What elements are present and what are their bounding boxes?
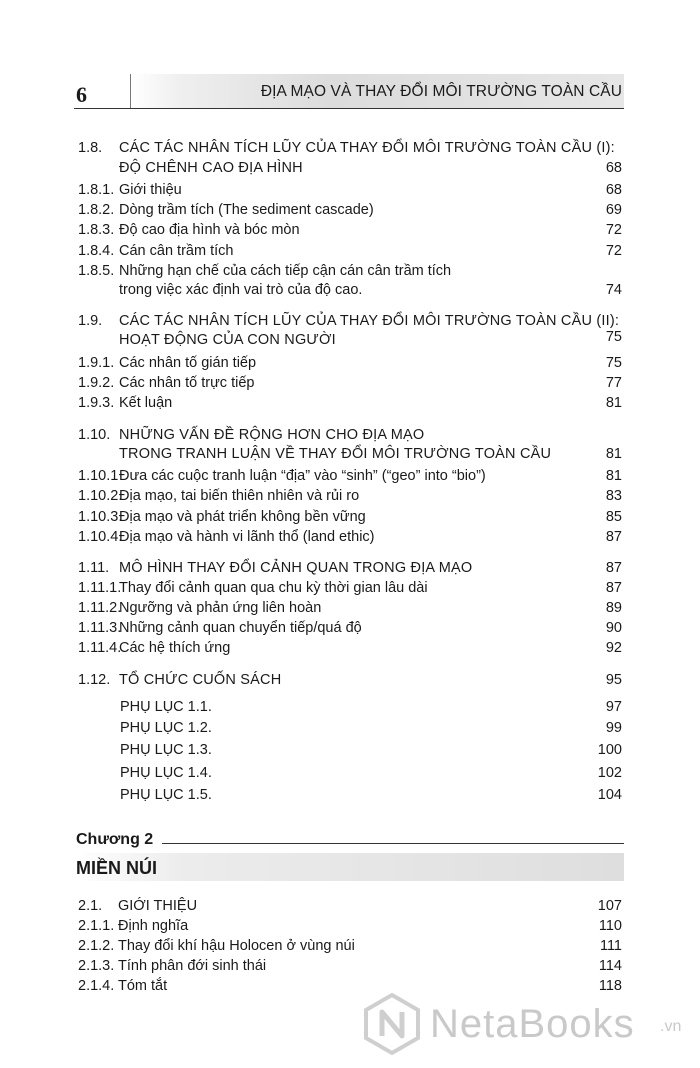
toc-number: 1.9. xyxy=(78,313,103,329)
watermark-brand: NetaBooks xyxy=(430,1002,635,1046)
toc-number: 1.10.2. xyxy=(78,488,123,504)
toc-page: 68 xyxy=(605,160,622,176)
toc-title: Địa mạo và phát triển không bền vững xyxy=(119,509,366,525)
toc-page: 81 xyxy=(605,395,622,411)
toc-page: 77 xyxy=(605,375,622,391)
toc-entry xyxy=(0,180,700,200)
toc-number: 2.1.3. xyxy=(78,958,115,974)
toc-title: Các nhân tố gián tiếp xyxy=(119,355,257,371)
toc-title: Thay đổi khí hậu Holocen ở vùng núi xyxy=(118,938,355,954)
toc-page: 87 xyxy=(605,529,622,545)
toc-title: Những cảnh quan chuyển tiếp/quá độ xyxy=(119,620,362,636)
page-number: 6 xyxy=(76,82,87,107)
toc-entry xyxy=(0,936,700,956)
toc-page: 90 xyxy=(605,620,622,636)
toc-title: Các hệ thích ứng xyxy=(119,640,231,656)
toc-title: Các nhân tố trực tiếp xyxy=(119,375,255,391)
toc-page: 81 xyxy=(605,468,622,484)
toc-page: 89 xyxy=(605,600,622,616)
running-title: ĐỊA MẠO VÀ THAY ĐỔI MÔI TRƯỜNG TOÀN CẦU xyxy=(260,83,622,100)
toc-page: 87 xyxy=(605,580,622,596)
chapter-label: Chương 2 xyxy=(76,831,159,849)
toc-page: 75 xyxy=(605,329,622,345)
toc-entry-appendix xyxy=(0,740,700,760)
toc-title: PHỤ LỤC 1.4. xyxy=(120,765,212,781)
toc-title: PHỤ LỤC 1.1. xyxy=(120,699,212,715)
toc-entry xyxy=(0,638,700,658)
toc-number: 1.9.3. xyxy=(78,395,115,411)
toc-title: Định nghĩa xyxy=(118,918,189,934)
toc-number: 1.12. xyxy=(78,672,111,688)
toc-entry xyxy=(0,158,700,178)
toc-title: PHỤ LỤC 1.5. xyxy=(120,787,212,803)
toc-entry-appendix xyxy=(0,697,700,717)
toc-page: 83 xyxy=(605,488,622,504)
toc-entry xyxy=(0,916,700,936)
toc-page: 100 xyxy=(597,742,622,758)
running-header xyxy=(74,74,624,110)
toc-entry xyxy=(0,200,700,220)
toc-page: 87 xyxy=(605,560,622,576)
toc-number: 1.8.3. xyxy=(78,222,115,238)
toc-page: 114 xyxy=(598,958,622,974)
toc-title: TỔ CHỨC CUỐN SÁCH xyxy=(119,672,282,688)
toc-title: Kết luận xyxy=(119,395,173,411)
toc-page: 99 xyxy=(605,720,622,736)
toc-number: 1.10.4. xyxy=(78,529,123,545)
toc-entry-appendix xyxy=(0,718,700,738)
toc-page: 75 xyxy=(605,355,622,371)
toc-entry xyxy=(0,486,700,506)
toc-entry xyxy=(0,507,700,527)
toc-number: 2.1.1. xyxy=(78,918,115,934)
chapter-rule xyxy=(162,843,624,844)
toc-entry xyxy=(0,956,700,976)
toc-entry xyxy=(0,558,700,578)
chapter-heading xyxy=(74,831,624,879)
watermark-suffix: .vn xyxy=(660,1018,682,1035)
toc-number: 1.8.5. xyxy=(78,263,115,279)
toc-title: CÁC TÁC NHÂN TÍCH LŨY CỦA THAY ĐỔI MÔI TRƯỜNG TOÀN CẦU (II): xyxy=(119,313,620,329)
toc-page: 102 xyxy=(597,765,622,781)
toc-title: Địa mạo và hành vi lãnh thổ (land ethic) xyxy=(119,529,375,545)
toc-title: Tính phân đới sinh thái xyxy=(118,958,267,974)
toc-page: 95 xyxy=(605,672,622,688)
toc-title: Địa mạo, tai biến thiên nhiên và rủi ro xyxy=(119,488,360,504)
toc-number: 1.10.1 xyxy=(78,468,119,484)
toc-title: Cán cân trầm tích xyxy=(119,243,234,259)
toc-entry xyxy=(0,896,700,916)
toc-entry xyxy=(0,466,700,486)
toc-entry xyxy=(0,393,700,413)
toc-page: 104 xyxy=(597,787,622,803)
toc-page: 72 xyxy=(605,222,622,238)
toc-entry xyxy=(0,425,700,445)
toc-title: NHỮNG VẤN ĐỀ RỘNG HƠN CHO ĐỊA MẠO xyxy=(119,427,425,443)
toc-entry xyxy=(0,578,700,598)
toc-entry xyxy=(0,670,700,690)
toc-entry-appendix xyxy=(0,785,700,805)
toc-entry xyxy=(0,598,700,618)
toc-page: 107 xyxy=(597,898,622,914)
toc-entry xyxy=(0,261,700,281)
toc-number: 1.10.3. xyxy=(78,509,123,525)
toc-number: 1.8.2. xyxy=(78,202,115,218)
toc-page: 68 xyxy=(605,182,622,198)
toc-number: 1.11. xyxy=(78,560,110,576)
toc-entry xyxy=(0,138,700,158)
toc-page: 111 xyxy=(599,938,622,954)
toc-entry-appendix xyxy=(0,763,700,783)
toc-title: GIỚI THIỆU xyxy=(118,898,198,914)
toc-number: 1.9.2. xyxy=(78,375,115,391)
toc-number: 1.11.3. xyxy=(78,620,122,636)
toc-title: Dòng trầm tích (The sediment cascade) xyxy=(119,202,374,218)
toc-number: 1.8.4. xyxy=(78,243,115,259)
toc-number: 2.1.4. xyxy=(78,978,115,994)
toc-number: 1.8. xyxy=(78,140,103,156)
toc-title: Tóm tắt xyxy=(118,978,168,994)
header-rule xyxy=(74,108,624,109)
toc-number: 2.1.2. xyxy=(78,938,115,954)
netabooks-logo-icon xyxy=(360,992,424,1056)
toc-entry xyxy=(0,220,700,240)
toc-number: 1.9.1. xyxy=(78,355,115,371)
toc-number: 1.11.2. xyxy=(78,600,122,616)
toc-title: TRONG TRANH LUẬN VỀ THAY ĐỔI MÔI TRƯỜNG TOÀN CẦU xyxy=(119,446,552,462)
toc-entry xyxy=(0,353,700,373)
toc-title: HOẠT ĐỘNG CỦA CON NGƯỜI xyxy=(119,332,336,348)
toc-entry xyxy=(0,330,700,350)
toc-title: trong việc xác định vai trò của độ cao. xyxy=(119,282,363,298)
toc-page: 110 xyxy=(598,918,622,934)
toc-title: MÔ HÌNH THAY ĐỔI CẢNH QUAN TRONG ĐỊA MẠO xyxy=(119,560,473,576)
watermark xyxy=(360,992,690,1056)
chapter-title: MIỀN NÚI xyxy=(76,858,157,878)
toc-title: Giới thiệu xyxy=(119,182,182,198)
toc-page: 81 xyxy=(605,446,622,462)
toc-entry xyxy=(0,241,700,261)
toc-title: PHỤ LỤC 1.3. xyxy=(120,742,212,758)
toc-entry xyxy=(0,373,700,393)
toc-page: 92 xyxy=(605,640,622,656)
toc-entry xyxy=(0,444,700,464)
toc-page: 74 xyxy=(605,282,622,298)
toc-number: 1.8.1. xyxy=(78,182,115,198)
toc-page: 69 xyxy=(605,202,622,218)
toc-page: 97 xyxy=(605,699,622,715)
toc-page: 72 xyxy=(605,243,622,259)
toc-entry xyxy=(0,618,700,638)
toc-number: 1.10. xyxy=(78,427,111,443)
toc-number: 1.11.4. xyxy=(78,640,122,656)
toc-number: 1.11.1. xyxy=(78,580,122,596)
toc-title: Thay đổi cảnh quan qua chu kỳ thời gian lâu dài xyxy=(119,580,428,596)
toc-title: Những hạn chế của cách tiếp cận cán cân trầm tích xyxy=(119,263,452,279)
toc-title: Độ cao địa hình và bóc mòn xyxy=(119,222,300,238)
toc-title: PHỤ LỤC 1.2. xyxy=(120,720,212,736)
toc-number: 2.1. xyxy=(78,898,103,914)
toc-entry xyxy=(0,280,700,300)
toc-title: ĐỘ CHÊNH CAO ĐỊA HÌNH xyxy=(119,160,303,176)
toc-page: 118 xyxy=(598,978,622,994)
toc-title: CÁC TÁC NHÂN TÍCH LŨY CỦA THAY ĐỔI MÔI TRƯỜNG TOÀN CẦU (I): xyxy=(119,140,615,156)
toc-page: 85 xyxy=(605,509,622,525)
toc-title: Đưa các cuộc tranh luận “địa” vào “sinh” (“geo” into “bio”) xyxy=(119,468,486,484)
toc-title: Ngưỡng và phản ứng liên hoàn xyxy=(119,600,322,616)
toc-entry xyxy=(0,527,700,547)
